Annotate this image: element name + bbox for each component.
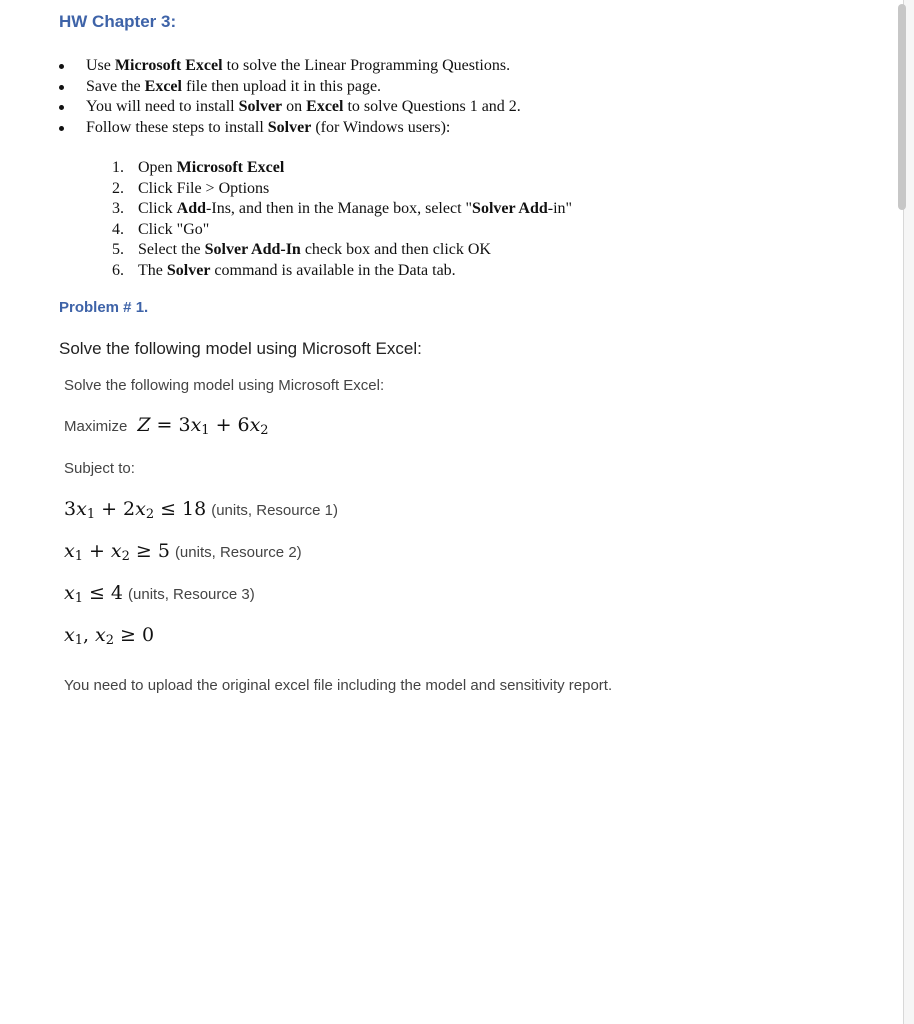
text-segment: Open bbox=[138, 159, 177, 176]
step-number: 5. bbox=[112, 241, 124, 258]
step-item bbox=[112, 261, 572, 282]
step-item bbox=[112, 199, 572, 220]
bold-text: Solver Add-In bbox=[204, 241, 301, 258]
bullet-dot-icon bbox=[59, 126, 64, 131]
step-number: 4. bbox=[112, 220, 124, 238]
bold-text: Excel bbox=[306, 98, 344, 115]
text-segment: to solve the Linear Programming Questions. bbox=[222, 57, 511, 74]
objective-variable: Z bbox=[137, 414, 151, 436]
objective-equals: = bbox=[156, 414, 173, 436]
instruction-list bbox=[59, 56, 521, 138]
step-number: 6. bbox=[112, 261, 124, 279]
text-segment: on bbox=[282, 98, 307, 115]
text-segment: Save the bbox=[86, 77, 145, 95]
step-item bbox=[112, 240, 572, 261]
constraint-1: $3x_1 + 2x_2 \le 18$ (units, Resource 1) bbox=[64, 498, 338, 522]
upload-note: You need to upload the original excel file including the model and sensitivity report. bbox=[64, 677, 613, 694]
objective-coef-a: 3 bbox=[178, 414, 191, 436]
bold-text: Solver bbox=[267, 118, 312, 136]
bullet-dot-icon bbox=[59, 64, 64, 69]
text-segment: Click bbox=[138, 200, 177, 217]
text-segment: Use bbox=[86, 57, 115, 74]
bullet-item bbox=[59, 97, 521, 118]
text-segment: file then upload it in this page. bbox=[181, 77, 382, 95]
vertical-scrollbar[interactable] bbox=[898, 4, 906, 210]
bullet-dot-icon bbox=[59, 85, 64, 90]
text-segment: Select the bbox=[138, 241, 205, 258]
text-segment: Click "Go" bbox=[138, 220, 210, 238]
constraint-2: $x_1 + x_2 \ge 5$ (units, Resource 2) bbox=[64, 540, 302, 564]
bold-text: Solver Add bbox=[472, 200, 548, 217]
bold-text: Microsoft Excel bbox=[114, 57, 223, 74]
objective-label: Maximize bbox=[64, 418, 128, 435]
problem-heading: Solve the following model using Microsoft Excel: bbox=[59, 339, 422, 358]
step-number: 1. bbox=[112, 159, 124, 176]
nonnegativity-constraint: $x_1$, $x_2 \ge 0$ bbox=[64, 624, 155, 648]
objective-term-1: $x_1$ bbox=[190, 414, 210, 438]
bold-text: Add bbox=[176, 200, 207, 217]
bold-text: Solver bbox=[166, 261, 211, 279]
text-segment: Follow these steps to install bbox=[86, 118, 268, 136]
objective-plus: + bbox=[215, 414, 232, 436]
text-segment: -in" bbox=[547, 200, 573, 217]
objective-coef-b: 6 bbox=[237, 414, 250, 436]
constraint-3: $x_1 \le 4$ (units, Resource 3) bbox=[64, 582, 255, 606]
problem-subheading: Solve the following model using Microsoft Excel: bbox=[64, 377, 385, 394]
bullet-item bbox=[59, 56, 521, 77]
step-number: 2. bbox=[112, 179, 124, 197]
bullet-item bbox=[59, 118, 521, 139]
bold-text: Solver bbox=[238, 98, 283, 115]
objective-term-2: $x_2$ bbox=[249, 414, 269, 438]
text-segment: to solve Questions 1 and 2. bbox=[343, 98, 521, 115]
step-item bbox=[112, 158, 572, 179]
install-steps-list bbox=[112, 158, 572, 281]
subject-to-label: Subject to: bbox=[64, 460, 135, 477]
problem-label: Problem # 1. bbox=[59, 299, 149, 316]
text-segment: Click File > Options bbox=[138, 179, 270, 197]
step-item bbox=[112, 179, 572, 200]
bold-text: Excel bbox=[144, 77, 182, 95]
bullet-dot-icon bbox=[59, 105, 64, 110]
bullet-item bbox=[59, 77, 521, 98]
text-segment: You will need to install bbox=[86, 98, 239, 115]
step-number: 3. bbox=[112, 200, 124, 217]
text-segment: The bbox=[138, 261, 167, 279]
text-segment: check box and then click OK bbox=[300, 241, 491, 258]
bold-text: Microsoft Excel bbox=[176, 159, 285, 176]
step-item bbox=[112, 220, 572, 241]
text-segment: -Ins, and then in the Manage box, select " bbox=[206, 200, 473, 217]
page-title: HW Chapter 3: bbox=[59, 12, 177, 31]
text-segment: command is available in the Data tab. bbox=[210, 261, 456, 279]
text-segment: (for Windows users): bbox=[311, 118, 451, 136]
objective-function bbox=[64, 414, 269, 438]
